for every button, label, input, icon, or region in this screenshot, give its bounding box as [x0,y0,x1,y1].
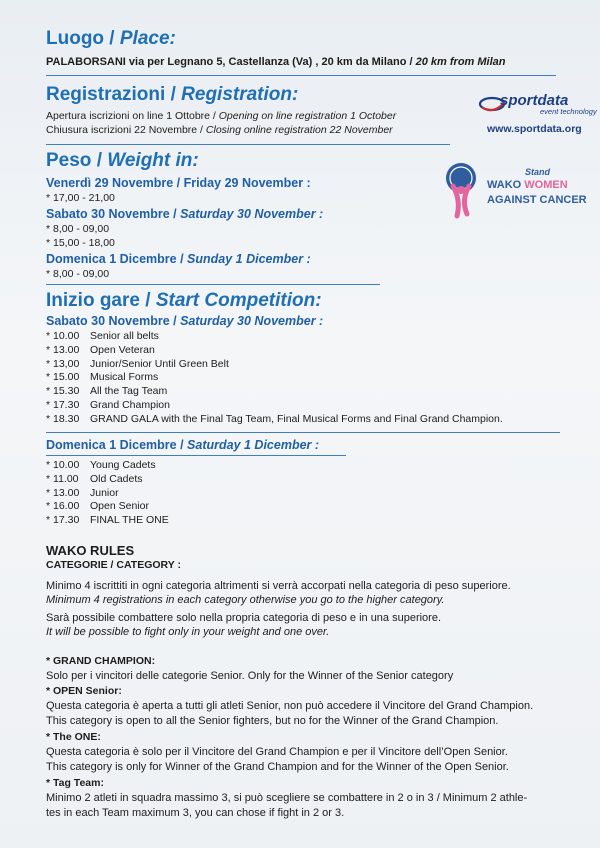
list-item: * 15.00 Musical Forms [46,371,159,384]
weight-rule-en: It will be possible to fight only in your weight and one over. [46,626,330,638]
weight-time: * 8,00 - 09,00 [46,268,110,280]
category-rule-en: Minimum 4 registrations in each category otherwise you go to the higher category. [46,594,445,606]
tag-team-heading: * Tag Team: [46,777,104,789]
list-item: * 17.30 Grand Champion [46,398,170,411]
list-item: * 15.30 All the Tag Team [46,385,168,398]
weight-time: * 15,00 - 18,00 [46,237,115,249]
list-item: * 13,00 Junior/Senior Until Green Belt [46,357,229,370]
open-senior-heading: * OPEN Senior: [46,685,122,697]
list-item: * 11.00 Old Cadets [46,472,143,485]
place-title: Luogo / Place: [46,28,176,49]
weight-day-friday: Venerdì 29 Novembre / Friday 29 November : [46,176,311,190]
weight-day-saturday: Sabato 30 Novembre / Saturday 30 November : [46,207,324,221]
weight-time: * 17,00 - 21,00 [46,192,115,204]
the-one-it: Questa categoria è solo per il Vincitore del Grand Champion e per il Vincitore dell’Open Senior. [46,746,508,758]
place-address: PALABORSANI via per Legnano 5, Castellanza (Va) , 20 km da Milano / 20 km from Milan [46,56,506,68]
wako-women-stand: Stand WAKO WOMEN AGAINST CANCER [443,160,598,220]
sportdata-url[interactable]: www.sportdata.org [487,123,582,135]
weight-title: Peso / Weight in: [46,150,199,171]
list-item: * 10.00 Senior all belts [46,330,159,342]
divider [46,284,380,285]
the-one-en: This category is only for Winner of the Grand Champion and for the Winner of the Open Senior. [46,761,509,773]
list-item: * 18.30 GRAND GALA with the Final Tag Team, Final Musical Forms and Final Grand Champion. [46,412,503,425]
saturday-schedule [46,330,503,427]
list-item: * 13.00 Junior [46,486,119,499]
sunday-schedule [46,459,169,528]
sportdata-logo: sportdata event technology [478,95,598,117]
weight-rule-it: Sarà possibile combattere solo nella propria categoria di peso e in una superiore. [46,612,442,624]
list-item: * 13.00 Open Veteran [46,343,155,356]
rules-title: WAKO RULES [46,543,135,558]
tag-team-line-2: tes in each Team maximum 3, you can chose if fight in 2 or 3. [46,807,345,819]
registration-close: Chiusura iscrizioni 22 Novembre / Closing online registration 22 November [46,124,393,136]
divider [46,75,556,76]
list-item: * 10.00 Young Cadets [46,459,156,471]
stand-line-1: WAKO WOMEN [487,179,568,191]
category-rule-it: Minimo 4 iscrittiti in ogni categoria altrimenti si verrà accorpati nella categoria di peso superiore. [46,580,511,592]
list-item: * 17.30 FINAL THE ONE [46,514,169,527]
category-heading: CATEGORIE / CATEGORY : [46,559,181,571]
weight-time: * 8,00 - 09,00 [46,223,110,235]
grand-champion-text: Solo per i vincitori delle categorie Senior. Only for the Winner of the Senior category [46,670,454,682]
weight-day-sunday: Domenica 1 Dicembre / Sunday 1 Dicember : [46,252,311,266]
the-one-heading: * The ONE: [46,731,101,743]
list-item: * 16.00 Open Senior [46,500,149,513]
divider [46,455,346,456]
open-senior-it: Questa categoria è aperta a tutti gli atleti Senior, non può accedere il Vincitore del Grand Champion. [46,700,534,712]
registration-open: Apertura iscrizioni on line 1 Ottobre / Opening on line registration 1 October [46,110,397,122]
divider [46,432,560,433]
start-title: Inizio gare / Start Competition: [46,290,322,311]
start-day-sunday: Domenica 1 Dicembre / Saturday 1 Dicember : [46,438,320,452]
stand-line-2: AGAINST CANCER [487,194,587,206]
pink-ribbon-icon [443,160,483,220]
grand-champion-heading: * GRAND CHAMPION: [46,655,156,667]
start-day-saturday: Sabato 30 Novembre / Saturday 30 November : [46,314,324,328]
registration-title: Registrazioni / Registration: [46,84,299,105]
open-senior-en: This category is open to all the Senior fighters, but no for the Winner of the Grand Champion. [46,715,499,727]
divider [46,144,450,145]
tag-team-line-1: Minimo 2 atleti in squadra massimo 3, si può scegliere se combattere in 2 o in 3 / Minimum 2 athle- [46,792,528,804]
